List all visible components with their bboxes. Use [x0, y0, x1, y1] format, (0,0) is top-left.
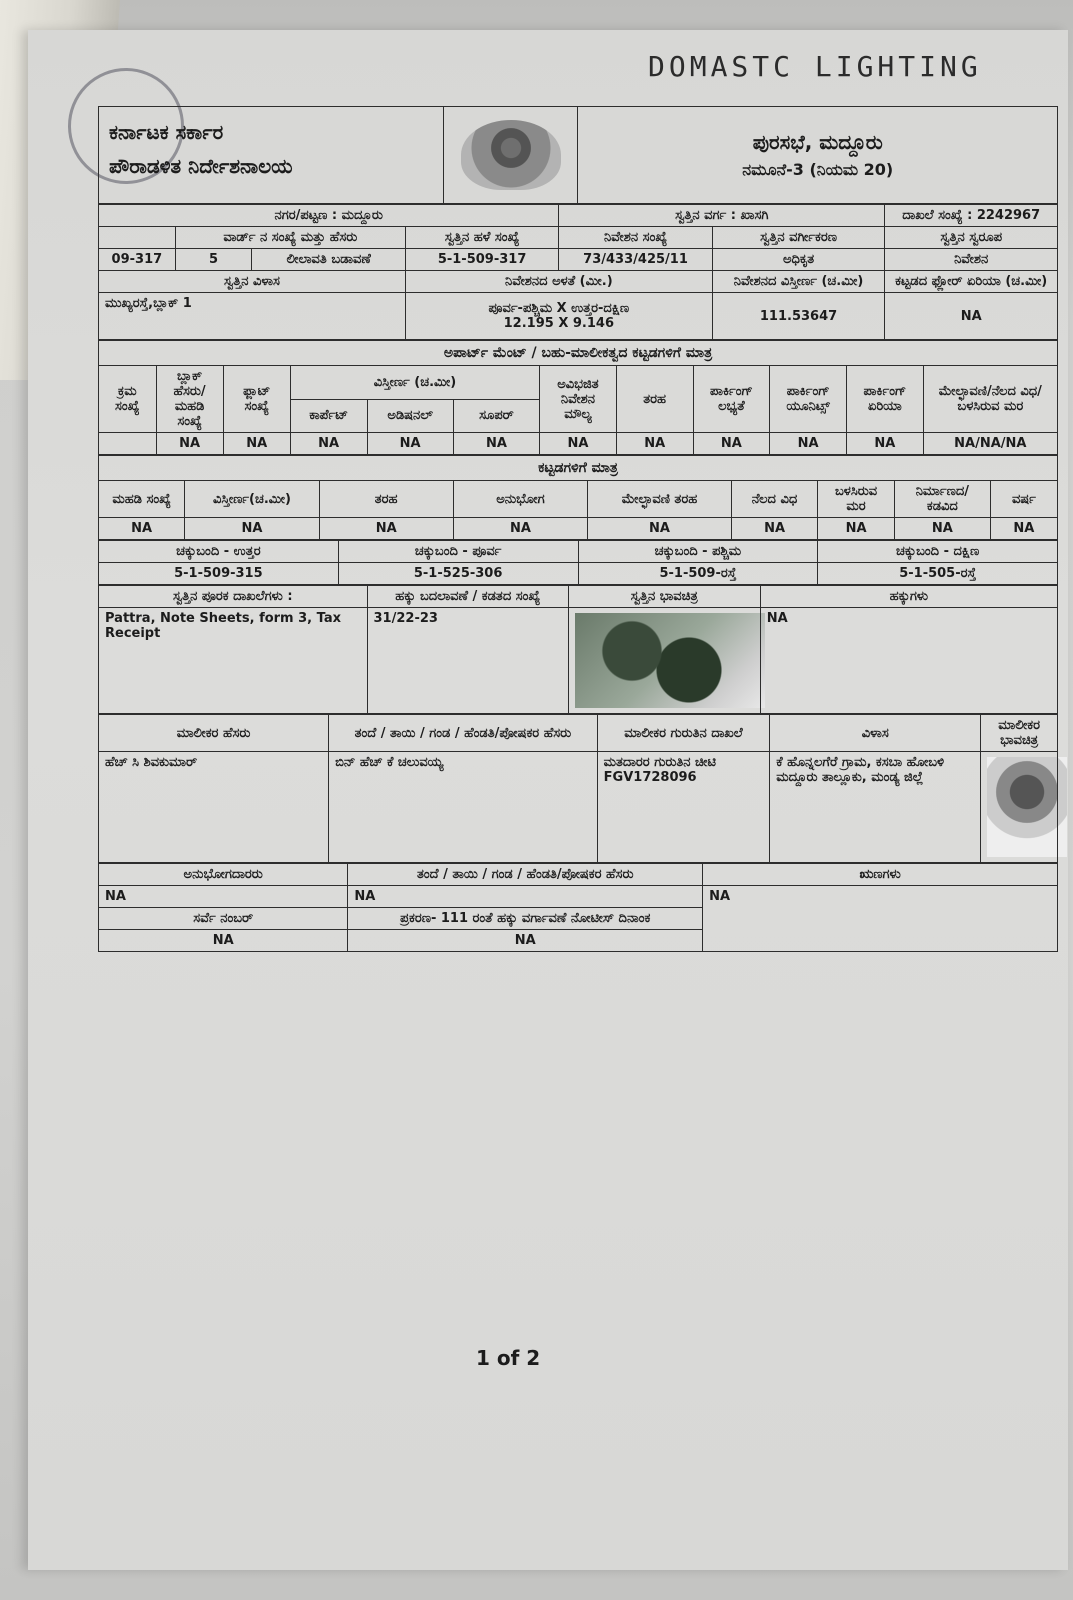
ward-no-value: 5 — [175, 249, 252, 271]
bld-v0: NA — [99, 518, 185, 540]
dims-axes: ಪೂರ್ವ-ಪಶ್ಚಿಮ X ಉತ್ತರ-ದಕ್ಷಿಣ — [488, 301, 630, 316]
boundary-east-value: 5-1-525-306 — [338, 563, 578, 585]
apt-area-group: ವಿಸ್ತೀರ್ಣ (ಚ.ಮೀ) — [290, 366, 539, 400]
apartment-title: ಅಪಾರ್ಟ್ ಮೆಂಟ್ / ಬಹು-ಮಾಲೀಕತ್ವದ ಕಟ್ಟಡಗಳಿಗೆ ಮಾತ್ರ — [99, 341, 1058, 366]
docs-value: Pattra, Note Sheets, form 3, Tax Receipt — [99, 608, 368, 714]
ward-name-value: ಲೀಲಾವತಿ ಬಡಾವಣೆ — [252, 249, 405, 271]
nature-value: ನಿವೇಶನ — [885, 249, 1058, 271]
bld-v5: NA — [731, 518, 817, 540]
page-number: 1 of 2 — [476, 1346, 541, 1370]
apt-v2: NA — [223, 433, 290, 455]
header-right — [578, 107, 1058, 204]
apt-v7: NA — [616, 433, 693, 455]
bld-v6: NA — [818, 518, 895, 540]
boundary-south-label: ಚಕ್ಕುಬಂದಿ - ದಕ್ಷಿಣ — [818, 541, 1058, 563]
owner-parent-label: ತಂದೆ / ತಾಯಿ / ಗಂಡ / ಹೆಂಡತಿ/ಪೋಷಕರ ಹೆಸರು — [329, 715, 598, 752]
directorate-name: ಪೌರಾಡಳಿತ ನಿರ್ದೇಶನಾಲಯ — [109, 154, 293, 178]
owner-parent-value: ಬಿನ್ ಹೆಚ್ ಕೆ ಚಲುವಯ್ಯ — [329, 752, 598, 863]
owner-id-label: ಮಾಲೀಕರ ಗುರುತಿನ ದಾಖಲೆ — [597, 715, 770, 752]
notice-date-label: ಪ್ರಕರಣ- 111 ರಂತೆ ಹಕ್ಕು ವರ್ಗಾವಣೆ ನೋಟೀಸ್ ದಿನಾಂಕ — [348, 908, 703, 930]
occupant-parent-value: NA — [348, 886, 703, 908]
address-label: ಸ್ವತ್ತಿನ ವಿಳಾಸ — [99, 271, 406, 293]
built-area-label: ಕಟ್ಟಡದ ಫ್ಲೋರ್ ಏರಿಯಾ (ಚ.ಮೀ) — [885, 271, 1058, 293]
owner-address-label: ವಿಳಾಸ — [770, 715, 981, 752]
occupant-parent-label: ತಂದೆ / ತಾಯಿ / ಗಂಡ / ಹೆಂಡತಿ/ಪೋಷಕರ ಹೆಸರು — [348, 864, 703, 886]
apt-h0: ಕ್ರಮ ಸಂಖ್ಯೆ — [99, 366, 157, 433]
boundary-west-value: 5-1-509-ರಸ್ತೆ — [578, 563, 818, 585]
owner-id-value: ಮತದಾರರ ಗುರುತಿನ ಚೀಟಿ FGV1728096 — [597, 752, 770, 863]
apt-v0 — [99, 433, 157, 455]
bld-h8: ವರ್ಷ — [990, 481, 1057, 518]
site-no-value: 73/433/425/11 — [559, 249, 712, 271]
documents-table — [98, 585, 1058, 714]
header-table — [98, 106, 1058, 204]
apt-h1: ಬ್ಲಾಕ್ ಹೆಸರು/ ಮಹಡಿ ಸಂಖ್ಯೆ — [156, 366, 223, 433]
notice-date-value: NA — [348, 930, 703, 952]
apt-v3: NA — [290, 433, 367, 455]
apt-v4: NA — [367, 433, 453, 455]
apt-v6: NA — [540, 433, 617, 455]
dims-label: ನಿವೇಶನದ ಅಳತೆ (ಮೀ.) — [405, 271, 712, 293]
apt-v5: NA — [453, 433, 539, 455]
boundaries-table — [98, 540, 1058, 585]
bld-v4: NA — [588, 518, 732, 540]
state-emblem-icon — [461, 120, 561, 190]
apt-h11: ಮೇಲ್ಛಾವಣಿ/ನೆಲದ ವಿಧ/ಬಳಸಿರುವ ಮರ — [923, 366, 1057, 433]
apt-h3: ಕಾರ್ಪೆಟ್ — [290, 399, 367, 433]
address-value: ಮುಖ್ಯರಸ್ತೆ,ಬ್ಲಾಕ್ 1 — [99, 293, 406, 340]
header-left — [99, 107, 444, 204]
apt-h7: ತರಹ — [616, 366, 693, 433]
record-number-field: ದಾಖಲೆ ಸಂಖ್ಯೆ : 2242967 — [885, 205, 1058, 227]
classification-value: ಅಧಿಕೃತ — [712, 249, 885, 271]
bld-v3: NA — [453, 518, 587, 540]
property-photo-label: ಸ್ವತ್ತಿನ ಭಾವಚಿತ್ರ — [568, 586, 760, 608]
apt-h8: ಪಾರ್ಕಿಂಗ್ ಲಭ್ಯತೆ — [693, 366, 770, 433]
ward-label: ವಾರ್ಡ್ ನ ಸಂಖ್ಯೆ ಮತ್ತು ಹೆಸರು — [175, 227, 405, 249]
form-number: ನಮೂನೆ-3 (ನಿಯಮ 20) — [742, 160, 894, 179]
area-label: ನಿವೇಶನದ ವಿಸ್ತೀರ್ಣ (ಚ.ಮೀ) — [712, 271, 885, 293]
property-type-field: ಸ್ವತ್ತಿನ ವರ್ಗ : ಖಾಸಗಿ — [559, 205, 885, 227]
old-no-label: ಸ್ವತ್ತಿನ ಹಳೆ ಸಂಖ್ಯೆ — [405, 227, 558, 249]
bld-h3: ಅನುಭೋಗ — [453, 481, 587, 518]
occupant-label: ಅನುಭೋಗದಾರರು — [99, 864, 348, 886]
bld-v1: NA — [185, 518, 319, 540]
municipality-name: ಪುರಸಭೆ, ಮದ್ದೂರು — [752, 130, 883, 154]
owner-photo-label: ಮಾಲೀಕರ ಭಾವಚಿತ್ರ — [981, 715, 1058, 752]
property-info-table — [98, 204, 1058, 340]
boundary-east-label: ಚಕ್ಕುಬಂದಿ - ಪೂರ್ವ — [338, 541, 578, 563]
owner-address-value: ಕೆ ಹೊನ್ನಲಗೆರೆ ಗ್ರಾಮ, ಕಸಬಾ ಹೋಬಳಿ ಮದ್ದೂರು ತಾಲ್ಲೂಕು, ಮಂಡ್ಯ ಜಿಲ್ಲೆ — [770, 752, 981, 863]
owner-photo — [987, 757, 1067, 857]
bld-h6: ಬಳಸಿರುವ ಮರ — [818, 481, 895, 518]
boundary-north-label: ಚಕ್ಕುಬಂದಿ - ಉತ್ತರ — [99, 541, 339, 563]
apt-h4: ಅಡಿಷನಲ್ — [367, 399, 453, 433]
boundary-south-value: 5-1-505-ರಸ್ತೆ — [818, 563, 1058, 585]
rights-value: NA — [760, 608, 1057, 714]
built-area-value: NA — [885, 293, 1058, 340]
owner-photo-cell — [981, 752, 1058, 863]
form-3-document — [98, 106, 1058, 952]
rights-label: ಹಕ್ಕುಗಳು — [760, 586, 1057, 608]
building-table — [98, 455, 1058, 540]
apt-h2: ಫ್ಲಾಟ್ ಸಂಖ್ಯೆ — [223, 366, 290, 433]
dims-value: 12.195 X 9.146 — [503, 316, 614, 331]
apt-v9: NA — [770, 433, 847, 455]
file-no-value: 31/22-23 — [367, 608, 568, 714]
file-no-label: ಹಕ್ಕು ಬದಲಾವಣೆ / ಕಡತದ ಸಂಖ್ಯೆ — [367, 586, 568, 608]
nature-label: ಸ್ವತ್ತಿನ ಸ್ವರೂಪ — [885, 227, 1058, 249]
pid-value: 09-317 — [99, 249, 176, 271]
dims-cell — [405, 293, 712, 340]
boundary-north-value: 5-1-509-315 — [99, 563, 339, 585]
owner-name-value: ಹೆಚ್ ಸಿ ಶಿವಕುಮಾರ್ — [99, 752, 329, 863]
bld-h4: ಮೇಲ್ಛಾವಣಿ ತರಹ — [588, 481, 732, 518]
liabilities-value: NA — [703, 886, 1058, 952]
owner-name-label: ಮಾಲೀಕರ ಹೆಸರು — [99, 715, 329, 752]
gov-name: ಕರ್ನಾಟಕ ಸರ್ಕಾರ — [109, 120, 224, 144]
survey-label: ಸರ್ವೆ ನಂಬರ್ — [99, 908, 348, 930]
apt-h6: ಅವಿಭಜಿತ ನಿವೇಶನ ಮೌಲ್ಯ — [540, 366, 617, 433]
emblem-cell — [444, 107, 578, 204]
apt-v11: NA/NA/NA — [923, 433, 1057, 455]
handwritten-note: DOMASTC LIGHTING — [648, 50, 982, 83]
occupant-table — [98, 863, 1058, 952]
bld-h2: ತರಹ — [319, 481, 453, 518]
old-no-value: 5-1-509-317 — [405, 249, 558, 271]
occupant-value: NA — [99, 886, 348, 908]
classification-label: ಸ್ವತ್ತಿನ ವರ್ಗೀಕರಣ — [712, 227, 885, 249]
property-photo — [575, 613, 765, 708]
bld-h5: ನೆಲದ ವಿಧ — [731, 481, 817, 518]
survey-value: NA — [99, 930, 348, 952]
city-field: ನಗರ/ಪಟ್ಟಣ : ಮದ್ದೂರು — [99, 205, 559, 227]
apt-h5: ಸೂಪರ್ — [453, 399, 539, 433]
building-title: ಕಟ್ಟಡಗಳಿಗೆ ಮಾತ್ರ — [99, 456, 1058, 481]
property-photo-cell — [568, 608, 760, 714]
liabilities-label: ಋಣಗಳು — [703, 864, 1058, 886]
site-no-label: ನಿವೇಶನ ಸಂಖ್ಯೆ — [559, 227, 712, 249]
apt-h9: ಪಾರ್ಕಿಂಗ್ ಯೂನಿಟ್ಸ್ — [770, 366, 847, 433]
area-value: 111.53647 — [712, 293, 885, 340]
apartment-table — [98, 340, 1058, 455]
apt-v1: NA — [156, 433, 223, 455]
bld-v7: NA — [894, 518, 990, 540]
boundary-west-label: ಚಕ್ಕುಬಂದಿ - ಪಶ್ಚಿಮ — [578, 541, 818, 563]
docs-label: ಸ್ವತ್ತಿನ ಪೂರಕ ದಾಖಲೆಗಳು : — [99, 586, 368, 608]
document-sheet — [28, 30, 1068, 1570]
owner-table — [98, 714, 1058, 863]
bld-v2: NA — [319, 518, 453, 540]
apt-h10: ಪಾರ್ಕಿಂಗ್ ಏರಿಯಾ — [846, 366, 923, 433]
bld-h7: ನಿರ್ಮಾಣದ/ ಕಡವಿದ — [894, 481, 990, 518]
apt-v8: NA — [693, 433, 770, 455]
bld-v8: NA — [990, 518, 1057, 540]
bld-h1: ವಿಸ್ತೀರ್ಣ(ಚ.ಮೀ) — [185, 481, 319, 518]
bld-h0: ಮಹಡಿ ಸಂಖ್ಯೆ — [99, 481, 185, 518]
apt-v10: NA — [846, 433, 923, 455]
